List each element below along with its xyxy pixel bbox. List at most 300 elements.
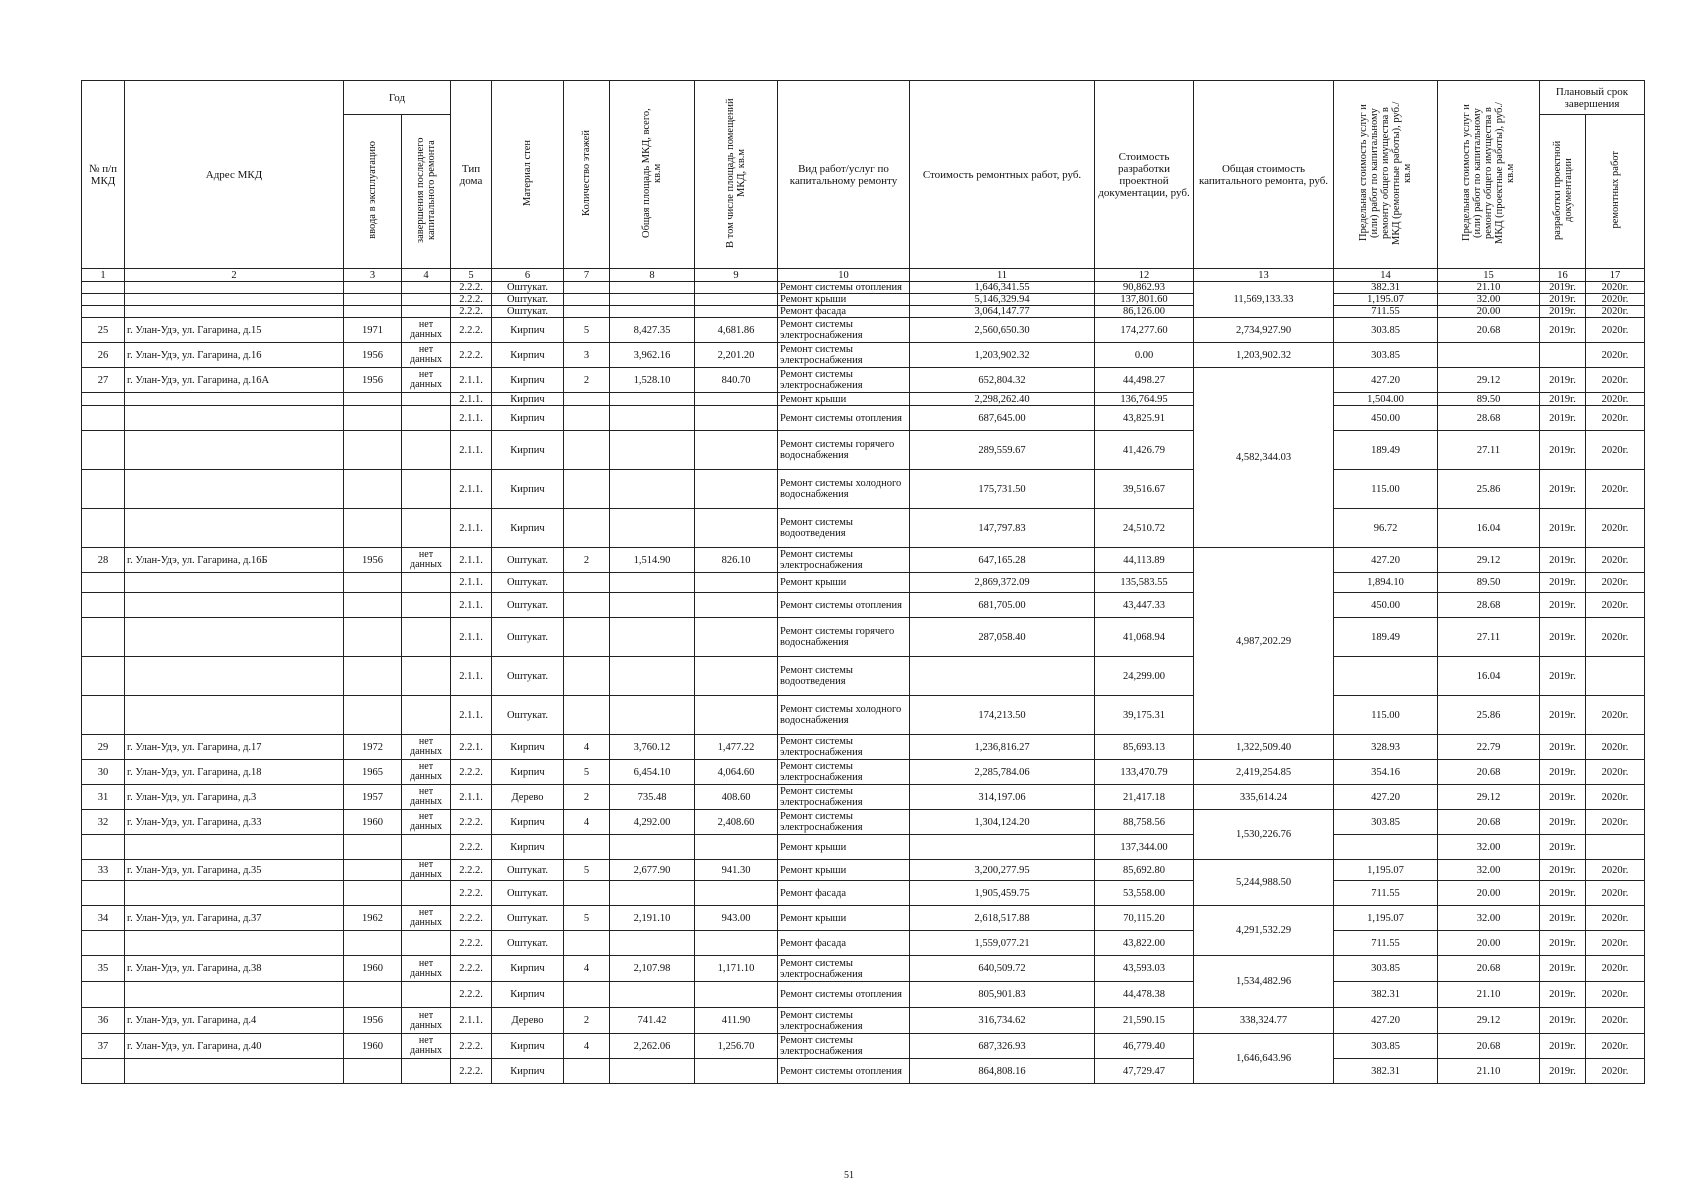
row-repair-cost: 1,559,077.21 <box>910 931 1095 956</box>
row-design-cost: 88,758.56 <box>1095 810 1194 835</box>
column-number: 1 <box>82 269 125 282</box>
row-house-type: 2.1.1. <box>451 785 492 810</box>
row-work-type: Ремонт системы электроснабжения <box>778 760 910 785</box>
row-repair-cost: 1,905,459.75 <box>910 881 1095 906</box>
row-premises-area: 4,681.86 <box>695 318 778 343</box>
row-number <box>82 657 125 696</box>
row-limit-repair <box>1334 835 1438 860</box>
row-total-cost: 2,419,254.85 <box>1194 760 1334 785</box>
row-work-type: Ремонт крыши <box>778 906 910 931</box>
row-planned-repair: 2020г. <box>1586 1008 1645 1034</box>
header-year-commission <box>344 115 402 269</box>
row-number <box>82 294 125 306</box>
row-repair-cost: 314,197.06 <box>910 785 1095 810</box>
row-total-area: 1,528.10 <box>610 368 695 393</box>
row-number: 28 <box>82 548 125 573</box>
row-year-commission: 1956 <box>344 343 402 368</box>
row-total-cost: 1,322,509.40 <box>1194 735 1334 760</box>
row-year-commission <box>344 573 402 593</box>
row-planned-repair <box>1586 835 1645 860</box>
row-wall-material: Кирпич <box>492 735 564 760</box>
row-design-cost: 44,113.89 <box>1095 548 1194 573</box>
row-number: 36 <box>82 1008 125 1034</box>
header-year-commission-text: ввода в эксплуатацию <box>367 141 378 239</box>
row-number <box>82 593 125 618</box>
row-work-type: Ремонт системы отопления <box>778 406 910 431</box>
row-number: 34 <box>82 906 125 931</box>
row-design-cost: 136,764.95 <box>1095 393 1194 406</box>
row-premises-area <box>695 618 778 657</box>
row-floors: 4 <box>564 1034 610 1059</box>
row-year-commission <box>344 982 402 1008</box>
row-address: г. Улан-Удэ, ул. Гагарина, д.35 <box>125 860 344 881</box>
row-planned-design: 2019г. <box>1540 906 1586 931</box>
row-address: г. Улан-Удэ, ул. Гагарина, д.3 <box>125 785 344 810</box>
row-repair-cost: 2,285,784.06 <box>910 760 1095 785</box>
column-number: 7 <box>564 269 610 282</box>
row-planned-design: 2019г. <box>1540 881 1586 906</box>
row-total-cost: 1,646,643.96 <box>1194 1034 1334 1084</box>
row-total-area: 8,427.35 <box>610 318 695 343</box>
row-floors <box>564 696 610 735</box>
row-year-last-repair <box>402 431 451 470</box>
row-address: г. Улан-Удэ, ул. Гагарина, д.4 <box>125 1008 344 1034</box>
row-work-type: Ремонт системы холодного водоснабжения <box>778 470 910 509</box>
row-year-commission <box>344 306 402 318</box>
row-number <box>82 282 125 294</box>
column-number-row <box>82 269 1645 282</box>
row-wall-material: Кирпич <box>492 343 564 368</box>
row-limit-repair: 711.55 <box>1334 931 1438 956</box>
row-planned-repair: 2020г. <box>1586 860 1645 881</box>
row-total-cost: 335,614.24 <box>1194 785 1334 810</box>
row-address <box>125 931 344 956</box>
row-house-type: 2.2.2. <box>451 343 492 368</box>
row-planned-repair: 2020г. <box>1586 735 1645 760</box>
row-limit-design: 16.04 <box>1438 657 1540 696</box>
row-year-last-repair: нет данных <box>402 760 451 785</box>
row-total-cost: 4,987,202.29 <box>1194 548 1334 735</box>
row-limit-design: 32.00 <box>1438 835 1540 860</box>
row-number <box>82 509 125 548</box>
row-repair-cost: 864,808.16 <box>910 1059 1095 1084</box>
row-limit-design: 22.79 <box>1438 735 1540 760</box>
column-number: 10 <box>778 269 910 282</box>
row-year-commission: 1962 <box>344 906 402 931</box>
table-row <box>82 982 1645 1008</box>
row-floors <box>564 431 610 470</box>
row-limit-design: 20.68 <box>1438 956 1540 982</box>
row-limit-design: 21.10 <box>1438 282 1540 294</box>
row-limit-design: 29.12 <box>1438 1008 1540 1034</box>
row-wall-material: Оштукат. <box>492 593 564 618</box>
row-year-commission <box>344 696 402 735</box>
row-wall-material: Кирпич <box>492 1034 564 1059</box>
row-premises-area: 408.60 <box>695 785 778 810</box>
row-house-type: 2.1.1. <box>451 618 492 657</box>
row-wall-material: Дерево <box>492 1008 564 1034</box>
row-address <box>125 282 344 294</box>
row-design-cost: 44,478.38 <box>1095 982 1194 1008</box>
row-work-type: Ремонт системы электроснабжения <box>778 318 910 343</box>
table-row <box>82 318 1645 343</box>
row-design-cost: 70,115.20 <box>1095 906 1194 931</box>
row-year-last-repair <box>402 835 451 860</box>
row-repair-cost: 2,869,372.09 <box>910 573 1095 593</box>
row-year-last-repair <box>402 294 451 306</box>
row-work-type: Ремонт системы горячего водоснабжения <box>778 618 910 657</box>
row-repair-cost: 2,298,262.40 <box>910 393 1095 406</box>
row-planned-repair: 2020г. <box>1586 956 1645 982</box>
header-year-last-repair <box>402 115 451 269</box>
row-repair-cost: 647,165.28 <box>910 548 1095 573</box>
row-year-last-repair <box>402 393 451 406</box>
row-limit-repair: 189.49 <box>1334 618 1438 657</box>
row-work-type: Ремонт системы электроснабжения <box>778 956 910 982</box>
row-house-type: 2.1.1. <box>451 696 492 735</box>
row-repair-cost: 1,304,124.20 <box>910 810 1095 835</box>
row-year-commission <box>344 618 402 657</box>
row-repair-cost: 289,559.67 <box>910 431 1095 470</box>
row-floors <box>564 1059 610 1084</box>
row-year-commission: 1960 <box>344 810 402 835</box>
column-number: 2 <box>125 269 344 282</box>
row-total-area: 2,191.10 <box>610 906 695 931</box>
table-row <box>82 956 1645 982</box>
row-work-type: Ремонт системы электроснабжения <box>778 343 910 368</box>
header-floors-text: Количество этажей <box>581 130 592 216</box>
row-planned-repair: 2020г. <box>1586 393 1645 406</box>
row-wall-material: Оштукат. <box>492 860 564 881</box>
row-total-area <box>610 306 695 318</box>
row-planned-design: 2019г. <box>1540 931 1586 956</box>
row-work-type: Ремонт крыши <box>778 860 910 881</box>
header-planned-repair-text: ремонтных работ <box>1609 151 1621 229</box>
row-design-cost: 24,299.00 <box>1095 657 1194 696</box>
row-year-commission <box>344 593 402 618</box>
header-limit-design <box>1438 81 1540 269</box>
row-number: 35 <box>82 956 125 982</box>
row-wall-material: Кирпич <box>492 956 564 982</box>
table-row <box>82 368 1645 393</box>
row-planned-design: 2019г. <box>1540 593 1586 618</box>
row-house-type: 2.2.2. <box>451 282 492 294</box>
row-work-type: Ремонт системы отопления <box>778 982 910 1008</box>
row-work-type: Ремонт системы водоотведения <box>778 509 910 548</box>
row-year-last-repair: нет данных <box>402 343 451 368</box>
row-house-type: 2.1.1. <box>451 393 492 406</box>
row-year-last-repair: нет данных <box>402 1008 451 1034</box>
row-wall-material: Оштукат. <box>492 306 564 318</box>
row-planned-design: 2019г. <box>1540 735 1586 760</box>
row-planned-repair: 2020г. <box>1586 760 1645 785</box>
row-total-area <box>610 982 695 1008</box>
row-planned-repair: 2020г. <box>1586 982 1645 1008</box>
row-total-area: 4,292.00 <box>610 810 695 835</box>
row-year-last-repair: нет данных <box>402 735 451 760</box>
row-house-type: 2.1.1. <box>451 593 492 618</box>
row-address <box>125 393 344 406</box>
row-planned-repair: 2020г. <box>1586 906 1645 931</box>
row-limit-design: 32.00 <box>1438 294 1540 306</box>
row-limit-repair: 115.00 <box>1334 696 1438 735</box>
row-planned-design: 2019г. <box>1540 431 1586 470</box>
row-premises-area <box>695 931 778 956</box>
row-premises-area: 1,477.22 <box>695 735 778 760</box>
row-year-last-repair <box>402 881 451 906</box>
row-house-type: 2.2.2. <box>451 318 492 343</box>
row-address: г. Улан-Удэ, ул. Гагарина, д.16 <box>125 343 344 368</box>
row-floors <box>564 835 610 860</box>
row-house-type: 2.2.1. <box>451 735 492 760</box>
row-planned-repair: 2020г. <box>1586 881 1645 906</box>
row-floors <box>564 282 610 294</box>
row-limit-repair: 427.20 <box>1334 1008 1438 1034</box>
row-address <box>125 1059 344 1084</box>
row-floors: 4 <box>564 810 610 835</box>
column-number: 9 <box>695 269 778 282</box>
row-limit-design: 89.50 <box>1438 573 1540 593</box>
row-house-type: 2.2.2. <box>451 306 492 318</box>
row-number <box>82 696 125 735</box>
table-row <box>82 282 1645 294</box>
row-number <box>82 306 125 318</box>
row-wall-material: Кирпич <box>492 318 564 343</box>
row-year-last-repair <box>402 306 451 318</box>
row-address: г. Улан-Удэ, ул. Гагарина, д.38 <box>125 956 344 982</box>
header-year-last-repair-text: завершения последнего капитального ремонта <box>415 137 437 243</box>
row-floors: 5 <box>564 318 610 343</box>
row-work-type: Ремонт системы отопления <box>778 1059 910 1084</box>
table-row <box>82 810 1645 835</box>
row-limit-repair: 1,195.07 <box>1334 294 1438 306</box>
row-floors: 5 <box>564 760 610 785</box>
row-year-last-repair: нет данных <box>402 785 451 810</box>
row-repair-cost: 2,560,650.30 <box>910 318 1095 343</box>
row-year-commission: 1960 <box>344 1034 402 1059</box>
row-year-last-repair <box>402 593 451 618</box>
row-limit-design: 29.12 <box>1438 368 1540 393</box>
row-planned-design: 2019г. <box>1540 1008 1586 1034</box>
row-planned-design: 2019г. <box>1540 696 1586 735</box>
row-total-area <box>610 573 695 593</box>
row-limit-design: 21.10 <box>1438 1059 1540 1084</box>
row-address <box>125 406 344 431</box>
row-planned-design: 2019г. <box>1540 860 1586 881</box>
header-year-group: Год <box>344 81 451 115</box>
row-premises-area <box>695 406 778 431</box>
row-planned-repair: 2020г. <box>1586 318 1645 343</box>
row-year-commission: 1956 <box>344 368 402 393</box>
row-house-type: 2.2.2. <box>451 956 492 982</box>
row-year-last-repair <box>402 657 451 696</box>
table-row <box>82 881 1645 906</box>
row-floors: 2 <box>564 368 610 393</box>
row-number <box>82 573 125 593</box>
column-number: 8 <box>610 269 695 282</box>
header-planned-design <box>1540 115 1586 269</box>
column-number: 6 <box>492 269 564 282</box>
row-limit-design: 20.00 <box>1438 881 1540 906</box>
row-premises-area: 411.90 <box>695 1008 778 1034</box>
row-limit-design: 89.50 <box>1438 393 1540 406</box>
row-address <box>125 573 344 593</box>
row-wall-material: Оштукат. <box>492 573 564 593</box>
column-number: 11 <box>910 269 1095 282</box>
row-address <box>125 509 344 548</box>
row-repair-cost: 2,618,517.88 <box>910 906 1095 931</box>
column-number: 14 <box>1334 269 1438 282</box>
row-repair-cost <box>910 657 1095 696</box>
row-total-area: 2,677.90 <box>610 860 695 881</box>
row-premises-area <box>695 573 778 593</box>
row-limit-design: 29.12 <box>1438 548 1540 573</box>
row-wall-material: Оштукат. <box>492 931 564 956</box>
table-row <box>82 343 1645 368</box>
row-total-area: 1,514.90 <box>610 548 695 573</box>
table-row <box>82 593 1645 618</box>
row-design-cost: 41,426.79 <box>1095 431 1194 470</box>
row-design-cost: 43,822.00 <box>1095 931 1194 956</box>
row-total-area <box>610 470 695 509</box>
row-repair-cost: 687,645.00 <box>910 406 1095 431</box>
row-limit-repair: 427.20 <box>1334 368 1438 393</box>
row-planned-repair: 2020г. <box>1586 509 1645 548</box>
row-limit-repair: 1,195.07 <box>1334 860 1438 881</box>
row-number: 29 <box>82 735 125 760</box>
row-premises-area: 2,201.20 <box>695 343 778 368</box>
table-row <box>82 931 1645 956</box>
row-year-last-repair: нет данных <box>402 548 451 573</box>
row-year-commission <box>344 835 402 860</box>
row-total-area <box>610 593 695 618</box>
row-floors <box>564 593 610 618</box>
row-planned-repair: 2020г. <box>1586 1034 1645 1059</box>
row-premises-area <box>695 835 778 860</box>
row-address <box>125 431 344 470</box>
row-design-cost: 39,175.31 <box>1095 696 1194 735</box>
row-number: 26 <box>82 343 125 368</box>
row-total-area <box>610 618 695 657</box>
row-wall-material: Оштукат. <box>492 294 564 306</box>
row-limit-repair: 354.16 <box>1334 760 1438 785</box>
row-address: г. Улан-Удэ, ул. Гагарина, д.33 <box>125 810 344 835</box>
row-house-type: 2.2.2. <box>451 982 492 1008</box>
table-row <box>82 618 1645 657</box>
row-premises-area <box>695 282 778 294</box>
row-address <box>125 294 344 306</box>
row-repair-cost: 652,804.32 <box>910 368 1095 393</box>
row-work-type: Ремонт системы электроснабжения <box>778 1008 910 1034</box>
row-house-type: 2.2.2. <box>451 810 492 835</box>
row-floors: 5 <box>564 860 610 881</box>
row-limit-repair: 303.85 <box>1334 810 1438 835</box>
row-year-last-repair <box>402 982 451 1008</box>
row-year-last-repair: нет данных <box>402 810 451 835</box>
table-row <box>82 573 1645 593</box>
row-design-cost: 137,801.60 <box>1095 294 1194 306</box>
row-repair-cost: 3,200,277.95 <box>910 860 1095 881</box>
row-design-cost: 90,862.93 <box>1095 282 1194 294</box>
row-number <box>82 393 125 406</box>
header-wall-material-text: Материал стен <box>522 140 533 206</box>
row-wall-material: Кирпич <box>492 368 564 393</box>
row-planned-repair: 2020г. <box>1586 294 1645 306</box>
row-total-area: 2,107.98 <box>610 956 695 982</box>
row-work-type: Ремонт системы электроснабжения <box>778 810 910 835</box>
row-year-commission: 1957 <box>344 785 402 810</box>
table-row <box>82 393 1645 406</box>
row-number: 33 <box>82 860 125 881</box>
row-limit-design: 20.68 <box>1438 318 1540 343</box>
row-planned-repair: 2020г. <box>1586 810 1645 835</box>
row-year-last-repair <box>402 509 451 548</box>
row-number <box>82 406 125 431</box>
row-premises-area: 4,064.60 <box>695 760 778 785</box>
row-planned-repair: 2020г. <box>1586 368 1645 393</box>
row-design-cost: 39,516.67 <box>1095 470 1194 509</box>
row-year-last-repair <box>402 406 451 431</box>
row-total-area: 3,760.12 <box>610 735 695 760</box>
row-floors: 2 <box>564 548 610 573</box>
row-year-commission <box>344 657 402 696</box>
row-planned-repair: 2020г. <box>1586 696 1645 735</box>
row-floors <box>564 618 610 657</box>
row-premises-area <box>695 593 778 618</box>
row-planned-repair: 2020г. <box>1586 785 1645 810</box>
row-wall-material: Оштукат. <box>492 618 564 657</box>
row-limit-repair: 427.20 <box>1334 548 1438 573</box>
row-design-cost: 86,126.00 <box>1095 306 1194 318</box>
table-row <box>82 906 1645 931</box>
row-limit-repair: 115.00 <box>1334 470 1438 509</box>
row-design-cost: 41,068.94 <box>1095 618 1194 657</box>
row-planned-design: 2019г. <box>1540 1059 1586 1084</box>
row-premises-area <box>695 696 778 735</box>
row-planned-design <box>1540 343 1586 368</box>
row-floors <box>564 393 610 406</box>
row-repair-cost: 175,731.50 <box>910 470 1095 509</box>
row-number <box>82 470 125 509</box>
row-address <box>125 982 344 1008</box>
row-design-cost: 133,470.79 <box>1095 760 1194 785</box>
row-limit-repair: 303.85 <box>1334 343 1438 368</box>
row-design-cost: 44,498.27 <box>1095 368 1194 393</box>
row-house-type: 2.2.2. <box>451 860 492 881</box>
header-address: Адрес МКД <box>125 81 344 269</box>
row-total-area: 6,454.10 <box>610 760 695 785</box>
row-work-type: Ремонт системы отопления <box>778 282 910 294</box>
column-number: 17 <box>1586 269 1645 282</box>
row-limit-design: 25.86 <box>1438 696 1540 735</box>
row-work-type: Ремонт системы горячего водоснабжения <box>778 431 910 470</box>
row-year-commission <box>344 931 402 956</box>
row-total-area: 735.48 <box>610 785 695 810</box>
row-limit-repair: 96.72 <box>1334 509 1438 548</box>
row-planned-design: 2019г. <box>1540 294 1586 306</box>
row-premises-area: 1,256.70 <box>695 1034 778 1059</box>
row-limit-repair: 382.31 <box>1334 982 1438 1008</box>
row-planned-design: 2019г. <box>1540 618 1586 657</box>
row-house-type: 2.1.1. <box>451 1008 492 1034</box>
header-premises-area-text: В том числе площадь помещений МКД, кв.м <box>725 98 747 248</box>
table-row <box>82 548 1645 573</box>
row-limit-design: 28.68 <box>1438 406 1540 431</box>
row-total-area: 2,262.06 <box>610 1034 695 1059</box>
row-floors <box>564 509 610 548</box>
row-limit-design: 20.00 <box>1438 931 1540 956</box>
row-limit-repair: 328.93 <box>1334 735 1438 760</box>
